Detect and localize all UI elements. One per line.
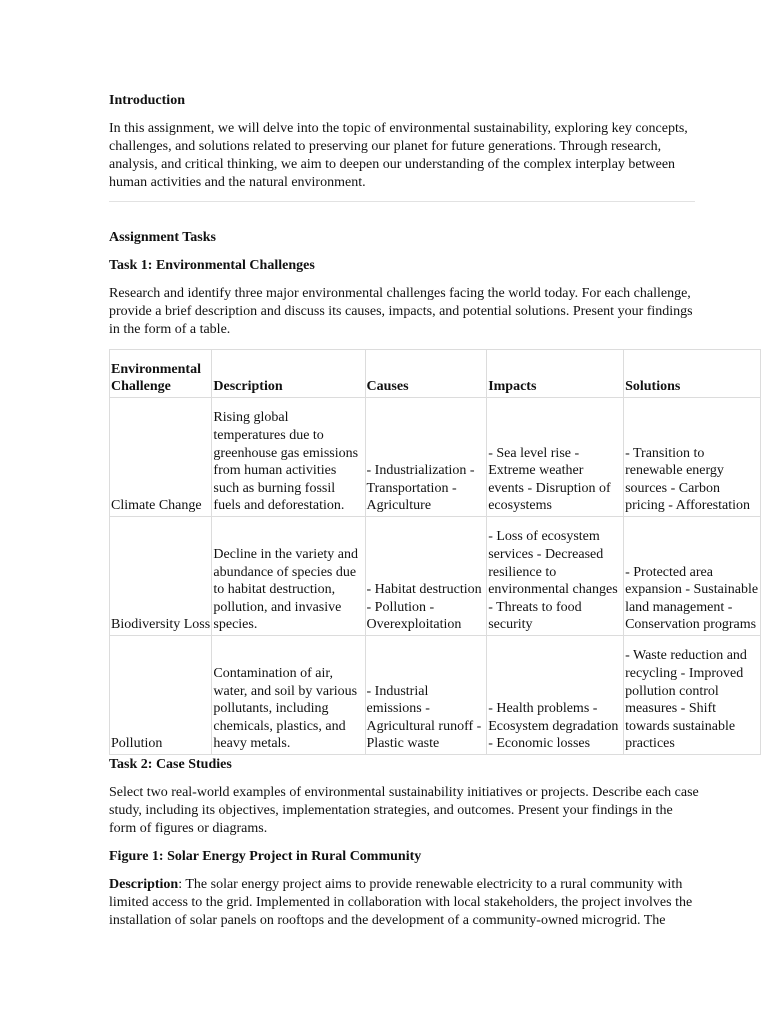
table-cell: Decline in the variety and abundance of species due to habitat destruction, pollution, and invasive species.	[212, 517, 365, 636]
table-header-cell: Causes	[365, 350, 487, 398]
description-text: : The solar energy project aims to provide renewable electricity to a rural community with limited access to the grid. Implemented in collaboration with local stakeholders, the project involves the installation of solar panels on rooftops and the development of a community-owned microgrid. The	[109, 877, 693, 928]
figure1-heading: Figure 1: Solar Energy Project in Rural Community	[109, 849, 422, 864]
introduction-heading: Introduction	[109, 93, 185, 108]
table-cell: Pollution	[110, 636, 212, 755]
task2-heading: Task 2: Case Studies	[109, 757, 232, 772]
table-cell: - Waste reduction and recycling - Improved pollution control measures - Shift towards sustainable practices	[624, 636, 761, 755]
figure1-description	[109, 876, 699, 930]
table-header-cell: Environmental Challenge	[110, 350, 212, 398]
table-cell: - Health problems - Ecosystem degradation - Economic losses	[487, 636, 624, 755]
table-cell: - Transition to renewable energy sources - Carbon pricing - Afforestation	[624, 398, 761, 517]
table-cell: - Loss of ecosystem services - Decreased resilience to environmental changes - Threats to food security	[487, 517, 624, 636]
table-cell: Climate Change	[110, 398, 212, 517]
table-row	[110, 636, 761, 755]
table-cell: - Habitat destruction - Pollution - Overexploitation	[365, 517, 487, 636]
table-cell: - Protected area expansion - Sustainable land management - Conservation programs	[624, 517, 761, 636]
table-header-cell: Description	[212, 350, 365, 398]
table-row	[110, 398, 761, 517]
table-cell: - Industrialization - Transportation - Agriculture	[365, 398, 487, 517]
table-cell: Biodiversity Loss	[110, 517, 212, 636]
table-header-row	[110, 350, 761, 398]
table-cell: Rising global temperatures due to greenhouse gas emissions from human activities such as burning fossil fuels and deforestation.	[212, 398, 365, 517]
description-label: Description	[109, 877, 179, 892]
task1-paragraph: Research and identify three major environmental challenges facing the world today. For each challenge, provide a brief description and discuss its causes, impacts, and potential solutions. Present your findings in the form of a table.	[109, 286, 693, 337]
introduction-paragraph: In this assignment, we will delve into the topic of environmental sustainability, exploring key concepts, challenges, and solutions related to preserving our planet for future generations. Through research, analysis, and critical thinking, we aim to deepen our understanding of the complex interplay between human activities and the natural environment.	[109, 121, 688, 190]
table-row	[110, 517, 761, 636]
task2-paragraph: Select two real-world examples of environmental sustainability initiatives or projects. Describe each case study, including its objectives, implementation strategies, and outcomes. Present your findings in the form of figures or diagrams.	[109, 785, 699, 836]
table-header-cell: Solutions	[624, 350, 761, 398]
environmental-challenges-table	[109, 349, 761, 755]
document-content	[109, 91, 759, 930]
assignment-tasks-heading: Assignment Tasks	[109, 230, 216, 245]
table-cell: Contamination of air, water, and soil by various pollutants, including chemicals, plastics, and heavy metals.	[212, 636, 365, 755]
task1-heading: Task 1: Environmental Challenges	[109, 258, 315, 273]
table-cell: - Industrial emissions - Agricultural runoff - Plastic waste	[365, 636, 487, 755]
section-divider	[109, 201, 695, 202]
table-cell: - Sea level rise - Extreme weather events - Disruption of ecosystems	[487, 398, 624, 517]
table-header-cell: Impacts	[487, 350, 624, 398]
